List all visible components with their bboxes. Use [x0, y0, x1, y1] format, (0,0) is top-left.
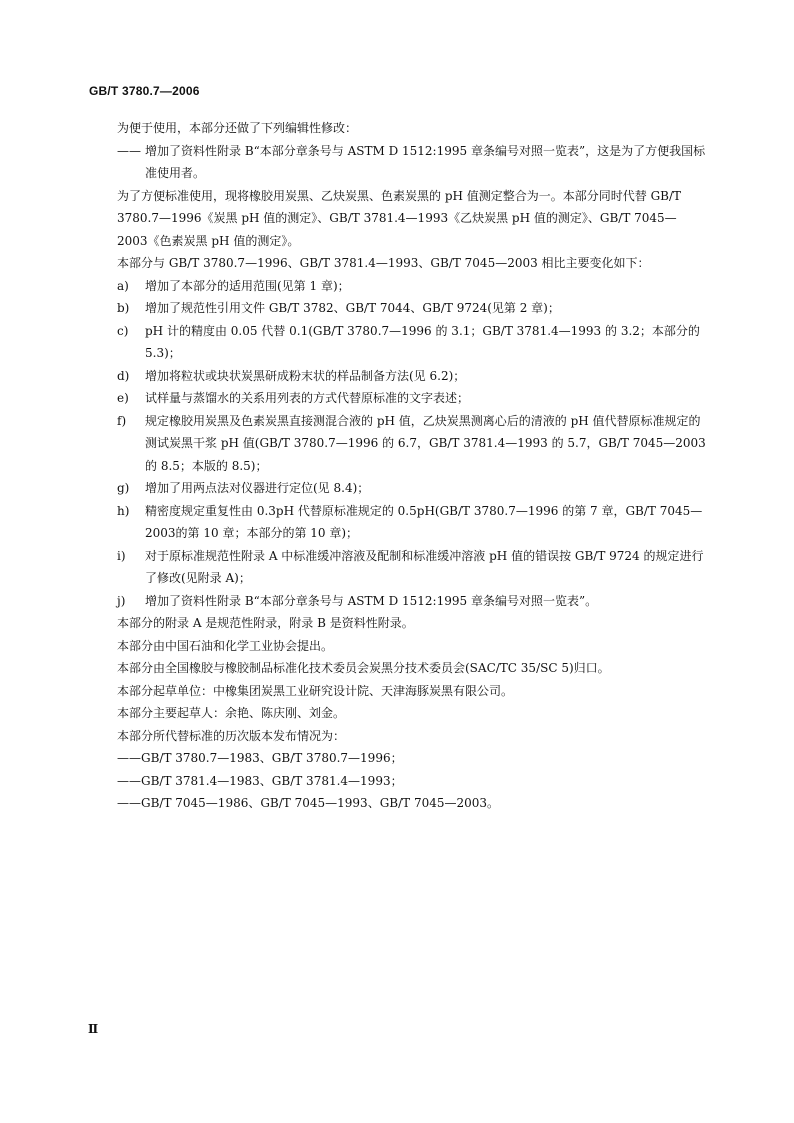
edit-item-text: 增加了资料性附录 B“本部分章条号与 ASTM D 1512:1995 章条编号对照一览表”，这是为了方便我国标准使用者。	[145, 143, 706, 180]
standard-number: GB/T 3780.7—2006	[89, 84, 200, 98]
dash-marker: ——	[117, 143, 141, 158]
item-text: 试样量与蒸馏水的关系用列表的方式代替原标准的文字表述；	[145, 391, 470, 405]
list-item	[117, 387, 707, 410]
history-item: ——GB/T 3781.4—1983、GB/T 3781.4—1993；	[117, 773, 403, 788]
list-item	[117, 477, 707, 500]
drafters: 本部分主要起草人：余艳、陈庆刚、刘金。	[117, 706, 346, 720]
annex-note: 本部分的附录 A 是规范性附录，附录 B 是资料性附录。	[117, 616, 414, 630]
edit-list-item	[117, 140, 707, 185]
list-item	[117, 545, 707, 590]
list-item	[117, 365, 707, 388]
foreword-body	[117, 117, 707, 815]
changes-list	[117, 275, 707, 613]
drafting-units: 本部分起草单位：中橡集团炭黑工业研究设计院、天津海豚炭黑有限公司。	[117, 683, 514, 698]
history-item: ——GB/T 7045—1986、GB/T 7045—1993、GB/T 7045—2003。	[117, 796, 500, 810]
item-text: 增加了资料性附录 B“本部分章条号与 ASTM D 1512:1995 章条编号对照一览表”。	[145, 593, 598, 608]
list-item	[117, 275, 707, 298]
item-text: 对于原标准规范性附录 A 中标准缓冲溶液及配制和标准缓冲溶液 pH 值的错误按 GB/T 9724 的规定进行了修改(见附录 A)；	[145, 548, 704, 585]
item-text: 增加了本部分的适用范围(见第 1 章)；	[145, 278, 350, 293]
page-number: Ⅱ	[88, 1022, 99, 1036]
item-text: 规定橡胶用炭黑及色素炭黑直接测混合液的 pH 值，乙炔炭黑测离心后的清液的 pH 值代替原标准规定的测试炭黑干浆 pH 值(GB/T 3780.7—1996 的 6.7，GB/T 3781.4—1993 的 5.7，GB/T 7045—2003 的 8.5；本版的 8.5)；	[145, 413, 706, 473]
item-label: a)	[117, 278, 129, 293]
list-item	[117, 320, 707, 365]
proposed-by: 本部分由中国石油和化学工业协会提出。	[117, 638, 334, 653]
item-text: pH 计的精度由 0.05 代替 0.1(GB/T 3780.7—1996 的 3.1；GB/T 3781.4—1993 的 3.2；本部分的 5.3)；	[145, 323, 700, 360]
item-label: j)	[117, 593, 126, 608]
list-item	[117, 410, 707, 478]
item-label: b)	[117, 301, 130, 315]
item-label: c)	[117, 323, 129, 338]
list-item	[117, 590, 707, 613]
item-text: 增加将粒状或块状炭黑研成粉末状的样品制备方法(见 6.2)；	[145, 368, 466, 383]
centralized-by: 本部分由全国橡胶与橡胶制品标准化技术委员会炭黑分技术委员会(SAC/TC 35/SC 5)归口。	[117, 661, 610, 675]
history-list	[117, 747, 707, 815]
list-item	[117, 500, 707, 545]
merge-paragraph: 为了方便标准使用，现将橡胶用炭黑、乙炔炭黑、色素炭黑的 pH 值测定整合为一。本部分同时代替 GB/T 3780.7—1996《炭黑 pH 值的测定》、GB/T 3781.4—1993《乙炔炭黑 pH 值的测定》、GB/T 7045—2003《色素炭黑 pH 值的测定》。	[117, 188, 682, 248]
changes-intro: 本部分与 GB/T 3780.7—1996、GB/T 3781.4—1993、GB/T 7045—2003 相比主要变化如下：	[117, 256, 650, 270]
item-label: f)	[117, 413, 127, 428]
history-intro: 本部分所代替标准的历次版本发布情况为：	[117, 728, 346, 743]
item-label: e)	[117, 391, 129, 405]
item-label: g)	[117, 481, 130, 495]
item-label: h)	[117, 503, 130, 518]
history-item: ——GB/T 3780.7—1983、GB/T 3780.7—1996；	[117, 751, 403, 765]
intro-paragraph: 为便于使用，本部分还做了下列编辑性修改：	[117, 121, 358, 135]
item-label: d)	[117, 368, 130, 383]
item-text: 增加了用两点法对仪器进行定位(见 8.4)；	[145, 481, 370, 495]
item-text: 精密度规定重复性由 0.3pH 代替原标准规定的 0.5pH(GB/T 3780.7—1996 的第 7 章，GB/T 7045—2003的第 10 章；本部分的第 10 章)；	[145, 503, 703, 540]
list-item	[117, 297, 707, 320]
item-text: 增加了规范性引用文件 GB/T 3782、GB/T 7044、GB/T 9724(见第 2 章)；	[145, 301, 560, 315]
item-label: i)	[117, 548, 126, 563]
